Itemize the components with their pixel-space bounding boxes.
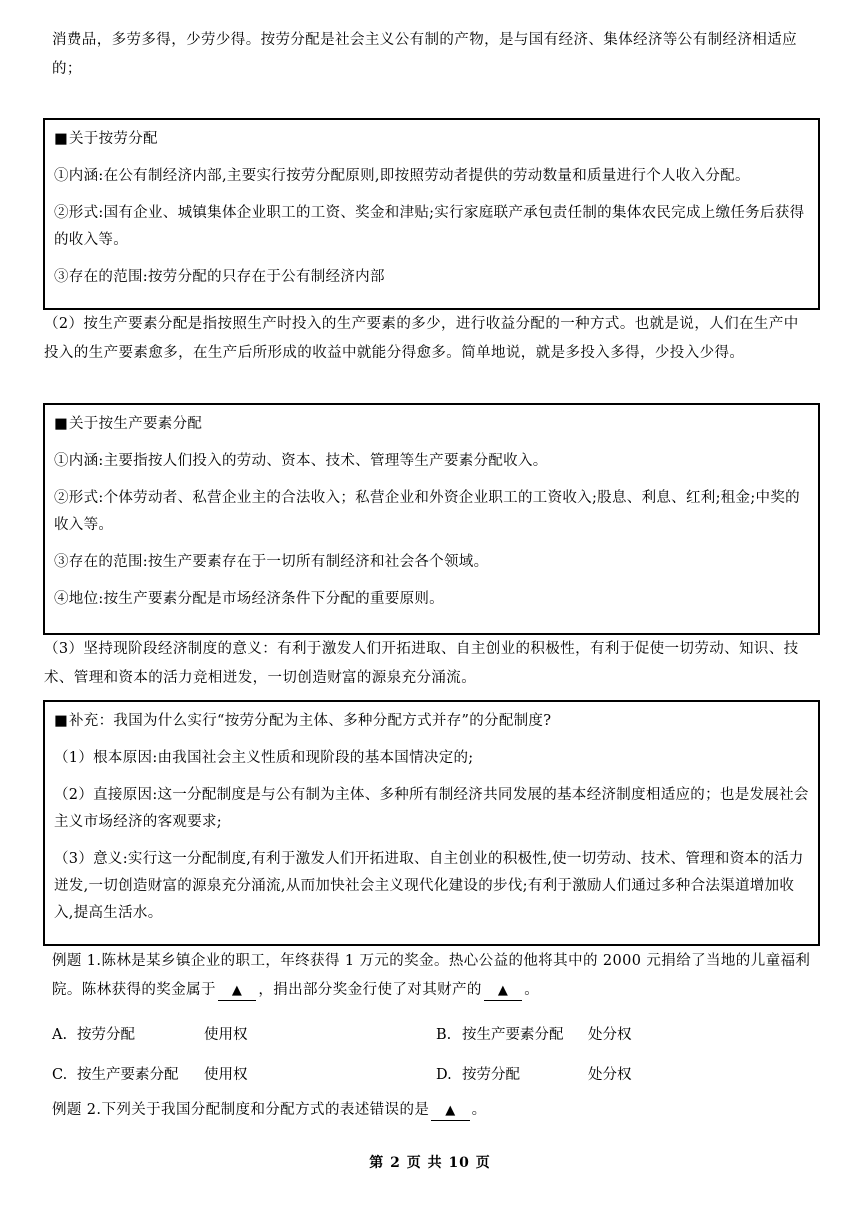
note-box-line: ③存在的范围:按生产要素存在于一切所有制经济和社会各个领域。: [54, 554, 489, 570]
note-box-line: ①内涵:在公有制经济内部,主要实行按劳分配原则,即按照劳动者提供的劳动数量和质量进行个人收入分配。: [54, 168, 750, 184]
note-box-heading: ■ 关于按劳分配: [54, 126, 809, 153]
note-box-line: ①内涵:主要指按人们投入的劳动、资本、技术、管理等生产要素分配收入。: [54, 453, 548, 469]
option-b-term: 按生产要素分配: [462, 1027, 564, 1043]
note-box-line: ④地位:按生产要素分配是市场经济条件下分配的重要原则。: [54, 591, 444, 607]
option-a-right: 使用权: [204, 1027, 248, 1043]
option-c-letter[interactable]: C.: [52, 1067, 68, 1083]
note-box-line: （1）根本原因:由我国社会主义性质和现阶段的基本国情决定的;: [54, 750, 474, 766]
intro-paragraph: 消费品，多劳多得，少劳少得。按劳分配是社会主义公有制的产物，是与国有经济、集体经济等公有制经济相适应的；: [52, 32, 797, 77]
question-stem: [52, 947, 812, 1005]
note-box-heading: ■ 补充：我国为什么实行“按劳分配为主体、多种分配方式并存”的分配制度?: [54, 708, 809, 735]
note-box-line: （3）意义:实行这一分配制度,有利于激发人们开拓进取、自主创业的积极性,使一切劳动、技术、管理和资本的活力迸发,一切创造财富的源泉充分涌流,从而加快社会主义现代化建设的步伐;有利于激励人们通过多种合法渠道增加收入,提高生活水。: [54, 851, 804, 921]
answer-options: [52, 1015, 812, 1095]
question-text: 。: [471, 1102, 487, 1118]
note-box-factor-distribution: [43, 403, 820, 635]
note-box-line: ③存在的范围:按劳分配的只存在于公有制经济内部: [54, 269, 385, 285]
option-row: [52, 1055, 812, 1095]
note-box-heading: ■ 关于按生产要素分配: [54, 411, 809, 438]
note-box-line: ②形式:国有企业、城镇集体企业职工的工资、奖金和津贴;实行家庭联产承包责任制的集体农民完成上缴任务后获得的收入等。: [54, 205, 805, 248]
example-question-1: [52, 947, 812, 1095]
option-b-right: 处分权: [588, 1027, 632, 1043]
page-number-footer: 第 2 页 共 10 页: [369, 1155, 491, 1171]
question-text: ，捐出部分奖金行使了对其财产的: [258, 982, 482, 998]
factor-distribution-paragraph: （2）按生产要素分配是指按照生产时投入的生产要素的多少，进行收益分配的一种方式。也就是说，人们在生产中投入的生产要素愈多，在生产后所形成的收益中就能分得愈多。简单地说，就是多投入多得，少投入少得。: [44, 316, 799, 361]
question-text: 例题 1.陈林是某乡镇企业的职工，年终获得 1 万元的奖金。热心公益的他将其中的 2000 元捐给了当地的儿童福利院。陈林获得的奖金属于: [52, 953, 811, 998]
option-a-letter[interactable]: A.: [52, 1027, 68, 1043]
option-d-term: 按劳分配: [462, 1067, 520, 1083]
option-d-right: 处分权: [588, 1067, 632, 1083]
answer-blank[interactable]: ▲: [218, 982, 256, 1001]
question-text: 。: [524, 982, 540, 998]
note-box-supplement: [43, 700, 820, 946]
example-question-2: [52, 1096, 812, 1125]
answer-blank[interactable]: ▲: [431, 1102, 469, 1121]
answer-blank[interactable]: ▲: [484, 982, 522, 1001]
note-box-line: （2）直接原因:这一分配制度是与公有制为主体、多种所有制经济共同发展的基本经济制度相适应的；也是发展社会主义市场经济的客观要求;: [54, 787, 809, 830]
option-c-right: 使用权: [204, 1067, 248, 1083]
note-box-line: ②形式:个体劳动者、私营企业主的合法收入；私营企业和外资企业职工的工资收入;股息、利息、红利;租金;中奖的收入等。: [54, 490, 800, 533]
question-text: 例题 2.下列关于我国分配制度和分配方式的表述错误的是: [52, 1102, 430, 1118]
economic-system-significance-paragraph: （3）坚持现阶段经济制度的意义：有利于激发人们开拓进取、自主创业的积极性，有利于促使一切劳动、知识、技术、管理和资本的活力竞相迸发，一切创造财富的源泉充分涌流。: [44, 641, 799, 686]
note-box-labor-distribution: [43, 118, 820, 310]
option-c-term: 按生产要素分配: [77, 1067, 179, 1083]
option-b-letter[interactable]: B.: [436, 1027, 452, 1043]
option-a-term: 按劳分配: [77, 1027, 135, 1043]
option-row: [52, 1015, 812, 1055]
option-d-letter[interactable]: D.: [436, 1067, 452, 1083]
